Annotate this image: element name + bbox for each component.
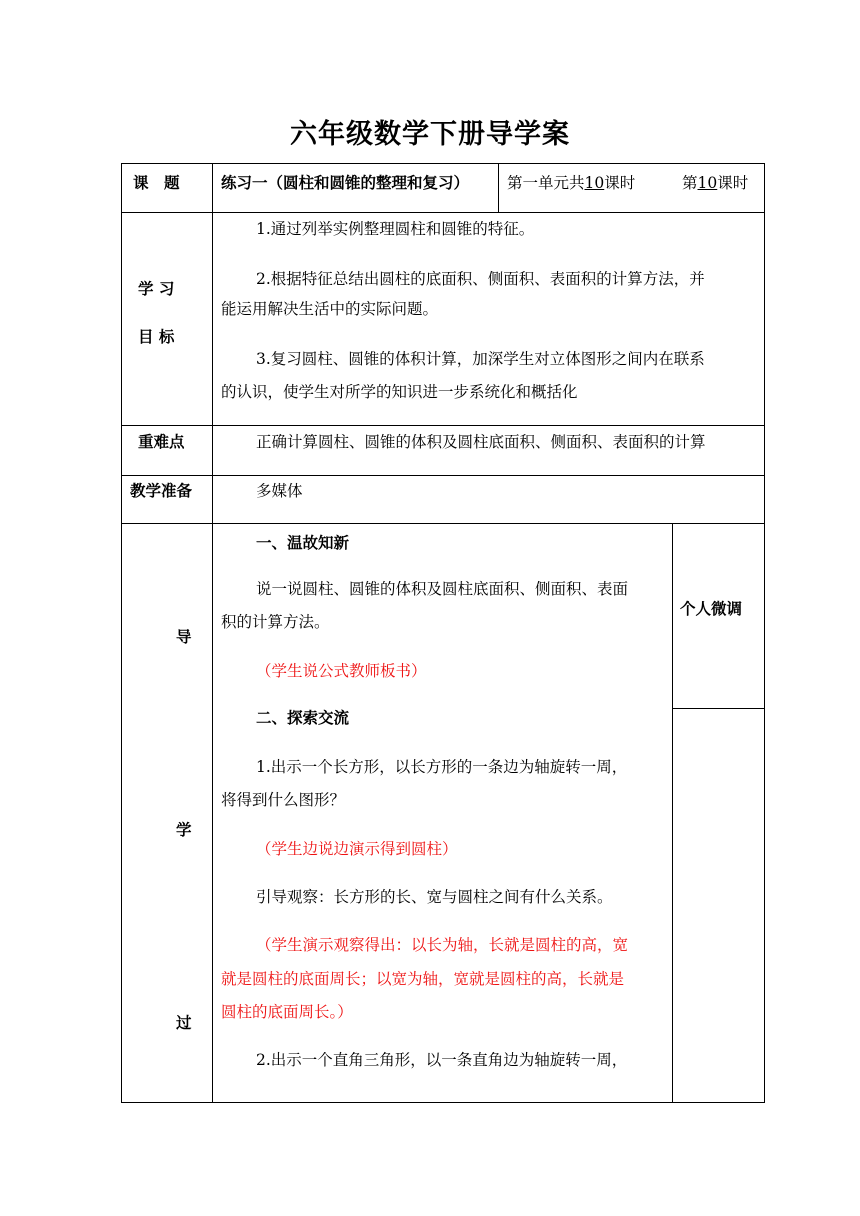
lesson-table <box>121 163 765 1103</box>
row-divider <box>122 475 764 476</box>
objective-item: 1.通过列举实例整理圆柱和圆锥的特征。 <box>256 220 535 238</box>
topic-label: 课 题 <box>133 174 180 192</box>
row-divider <box>122 523 764 524</box>
objective-item: 的认识，使学生对所学的知识进一步系统化和概括化 <box>221 383 578 401</box>
col-divider <box>672 523 673 1102</box>
teacher-note: 圆柱的底面周长。） <box>221 1003 353 1021</box>
teacher-note: （学生演示观察得出：以长为轴，长就是圆柱的高，宽 <box>256 936 629 954</box>
objectives-label: 目 标 <box>138 328 175 346</box>
unit-prefix: 第一单元共 <box>507 174 585 192</box>
unit-suffix: 课时 <box>604 174 636 192</box>
paragraph-line: 说一说圆柱、圆锥的体积及圆柱底面积、侧面积、表面 <box>256 580 629 598</box>
paragraph-line: 引导观察：长方形的长、宽与圆柱之间有什么关系。 <box>256 888 613 906</box>
side-label: 个人微调 <box>680 600 743 618</box>
process-label-char: 学 <box>176 821 192 839</box>
lesson-number: 10 <box>697 174 718 192</box>
objectives-label: 学 习 <box>138 280 175 298</box>
col-divider <box>498 164 499 212</box>
section-title: 一、温故知新 <box>256 534 350 552</box>
teacher-note: 就是圆柱的底面周长；以宽为轴，宽就是圆柱的高，长就是 <box>221 970 625 988</box>
paragraph-line: 将得到什么图形？ <box>221 791 346 809</box>
objective-item: 能运用解决生活中的实际问题。 <box>221 300 439 318</box>
row-divider <box>122 212 764 213</box>
lesson-suffix: 课时 <box>717 174 749 192</box>
side-cell-divider <box>672 708 764 709</box>
section-title: 二、探索交流 <box>256 709 350 727</box>
paragraph-line: 2.出示一个直角三角形，以一条直角边为轴旋转一周， <box>256 1051 628 1069</box>
preparation-text: 多媒体 <box>256 482 303 500</box>
lesson-info <box>682 176 748 192</box>
objective-item: 2.根据特征总结出圆柱的底面积、侧面积、表面积的计算方法，并 <box>256 270 705 288</box>
difficulty-text: 正确计算圆柱、圆锥的体积及圆柱底面积、侧面积、表面积的计算 <box>256 433 706 451</box>
teacher-note: （学生说公式教师板书） <box>256 662 427 680</box>
process-label-char: 导 <box>176 628 192 646</box>
teacher-note: （学生边说边演示得到圆柱） <box>256 840 458 858</box>
unit-total: 10 <box>584 174 605 192</box>
paragraph-line: 1.出示一个长方形，以长方形的一条边为轴旋转一周， <box>256 758 628 776</box>
lesson-prefix: 第 <box>682 174 698 192</box>
process-label-char: 过 <box>176 1014 192 1032</box>
paragraph-line: 积的计算方法。 <box>221 613 330 631</box>
objective-item: 3.复习圆柱、圆锥的体积计算，加深学生对立体图形之间内在联系 <box>256 350 705 368</box>
preparation-label: 教学准备 <box>130 482 193 500</box>
topic-text: 练习一（圆柱和圆锥的整理和复习） <box>221 174 470 192</box>
col-divider <box>212 164 213 1102</box>
unit-info <box>507 176 635 192</box>
row-divider <box>122 425 764 426</box>
page-title: 六年级数学下册导学案 <box>290 119 570 150</box>
difficulty-label: 重难点 <box>138 433 185 451</box>
